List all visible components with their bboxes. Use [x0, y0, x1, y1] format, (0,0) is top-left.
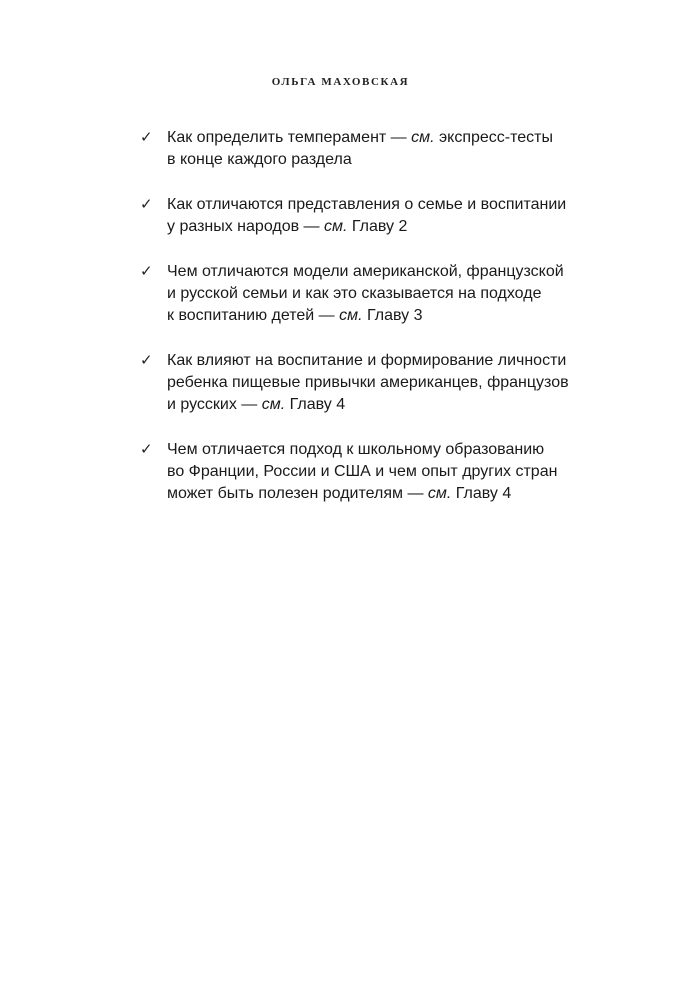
list-item — [140, 194, 620, 238]
list-item — [140, 350, 620, 416]
see-reference: см. — [261, 396, 286, 413]
line-text: Как отличаются представления о семье и воспитании — [167, 196, 567, 213]
see-reference: см. — [411, 129, 435, 146]
line-text: Главу 2 — [347, 218, 408, 235]
line-text: во Франции, России и США и чем опыт других стран — [167, 463, 558, 480]
checkmark-icon: ✓ — [140, 129, 153, 146]
line-text: Как определить темперамент — — [167, 129, 412, 146]
line-text: в конце каждого раздела — [167, 151, 352, 168]
item-line — [167, 461, 620, 483]
item-line — [167, 350, 620, 372]
item-line — [167, 149, 620, 171]
line-text: и русских — — [167, 396, 262, 413]
line-text: к воспитанию детей — — [167, 307, 340, 324]
line-text: может быть полезен родителям — — [167, 485, 428, 502]
line-text: Главу 4 — [451, 485, 512, 502]
line-text: Чем отличается подход к школьному образованию — [167, 441, 545, 458]
line-text: и русской семьи и как это сказывается на подходе — [167, 285, 542, 302]
line-text: экспресс-тесты — [434, 129, 553, 146]
list-item — [140, 439, 620, 505]
line-text: Как влияют на воспитание и формирование личности — [167, 352, 567, 369]
checkmark-icon: ✓ — [140, 441, 153, 458]
item-line — [167, 261, 620, 283]
see-reference: см. — [323, 218, 348, 235]
checkmark-icon: ✓ — [140, 263, 153, 280]
item-line — [167, 372, 620, 394]
list-item — [140, 261, 620, 327]
item-line — [167, 305, 620, 327]
list-item — [140, 127, 620, 171]
item-line — [167, 283, 620, 305]
item-line — [167, 439, 620, 461]
line-text: у разных народов — — [167, 218, 324, 235]
checklist — [140, 127, 620, 528]
item-line — [167, 394, 620, 416]
line-text: Главу 4 — [285, 396, 346, 413]
running-head: ОЛЬГА МАХОВСКАЯ — [271, 76, 410, 88]
item-line — [167, 127, 620, 149]
see-reference: см. — [339, 307, 363, 324]
line-text: Чем отличаются модели американской, французской — [167, 263, 564, 280]
line-text: Главу 3 — [362, 307, 423, 324]
see-reference: см. — [427, 485, 452, 502]
line-text: ребенка пищевые привычки американцев, французов — [167, 374, 569, 391]
checkmark-icon: ✓ — [140, 352, 153, 369]
item-line — [167, 483, 620, 505]
checkmark-icon: ✓ — [140, 196, 153, 213]
item-line — [167, 194, 620, 216]
item-line — [167, 216, 620, 238]
